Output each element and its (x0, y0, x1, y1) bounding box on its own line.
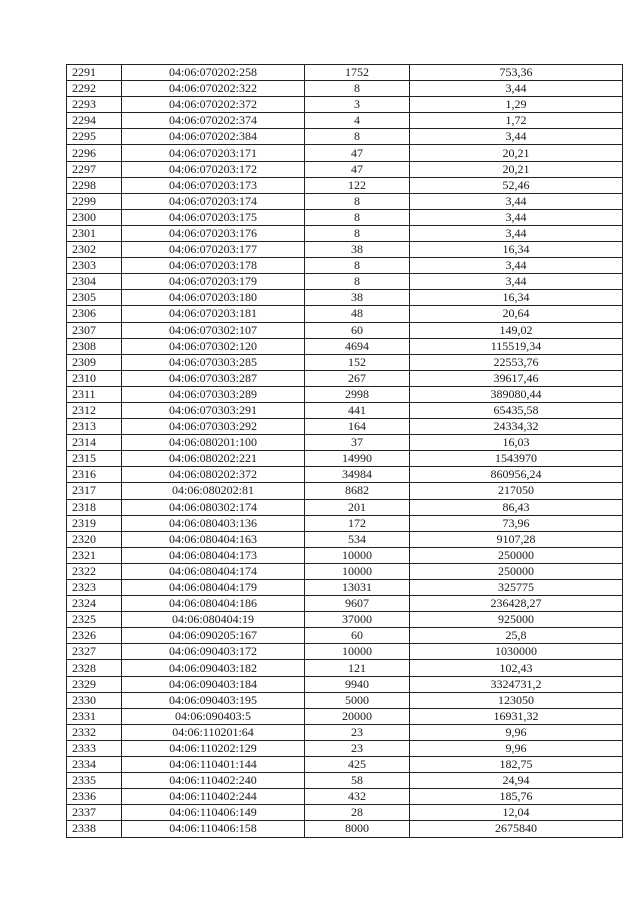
cadastral-number-cell: 04:06:110402:244 (122, 789, 305, 805)
table-body (67, 65, 623, 838)
value-cell: 16,03 (410, 435, 623, 451)
value-cell: 9107,28 (410, 531, 623, 547)
area-cell: 10000 (305, 563, 410, 579)
table-row (67, 161, 623, 177)
row-number-cell: 2338 (67, 821, 122, 837)
table-row (67, 322, 623, 338)
cadastral-number-cell: 04:06:090403:184 (122, 676, 305, 692)
row-number-cell: 2336 (67, 789, 122, 805)
cadastral-number-cell: 04:06:090403:5 (122, 708, 305, 724)
row-number-cell: 2337 (67, 805, 122, 821)
area-cell: 8 (305, 258, 410, 274)
row-number-cell: 2318 (67, 499, 122, 515)
cadastral-number-cell: 04:06:070202:372 (122, 97, 305, 113)
area-cell: 14990 (305, 451, 410, 467)
table-row (67, 225, 623, 241)
row-number-cell: 2314 (67, 435, 122, 451)
row-number-cell: 2329 (67, 676, 122, 692)
table-row (67, 724, 623, 740)
table-row (67, 467, 623, 483)
value-cell: 3,44 (410, 209, 623, 225)
area-cell: 122 (305, 177, 410, 193)
cadastral-number-cell: 04:06:110401:144 (122, 757, 305, 773)
area-cell: 164 (305, 419, 410, 435)
cadastral-number-cell: 04:06:110202:129 (122, 740, 305, 756)
table-row (67, 821, 623, 837)
row-number-cell: 2311 (67, 386, 122, 402)
value-cell: 1030000 (410, 644, 623, 660)
cadastral-number-cell: 04:06:080404:173 (122, 547, 305, 563)
area-cell: 3 (305, 97, 410, 113)
row-number-cell: 2324 (67, 596, 122, 612)
area-cell: 38 (305, 290, 410, 306)
area-cell: 121 (305, 660, 410, 676)
area-cell: 8 (305, 225, 410, 241)
table-row (67, 386, 623, 402)
cadastral-number-cell: 04:06:110201:64 (122, 724, 305, 740)
area-cell: 425 (305, 757, 410, 773)
table-row (67, 708, 623, 724)
value-cell: 20,64 (410, 306, 623, 322)
value-cell: 3,44 (410, 81, 623, 97)
table-row (67, 805, 623, 821)
area-cell: 48 (305, 306, 410, 322)
cadastral-number-cell: 04:06:080404:19 (122, 612, 305, 628)
row-number-cell: 2332 (67, 724, 122, 740)
value-cell: 3,44 (410, 258, 623, 274)
area-cell: 34984 (305, 467, 410, 483)
area-cell: 201 (305, 499, 410, 515)
table-row (67, 290, 623, 306)
row-number-cell: 2293 (67, 97, 122, 113)
table-row (67, 740, 623, 756)
table-row (67, 499, 623, 515)
row-number-cell: 2320 (67, 531, 122, 547)
cadastral-number-cell: 04:06:070302:107 (122, 322, 305, 338)
row-number-cell: 2322 (67, 563, 122, 579)
cadastral-number-cell: 04:06:070202:322 (122, 81, 305, 97)
row-number-cell: 2316 (67, 467, 122, 483)
row-number-cell: 2300 (67, 209, 122, 225)
value-cell: 325775 (410, 580, 623, 596)
row-number-cell: 2315 (67, 451, 122, 467)
value-cell: 2675840 (410, 821, 623, 837)
area-cell: 28 (305, 805, 410, 821)
row-number-cell: 2325 (67, 612, 122, 628)
cadastral-number-cell: 04:06:080201:100 (122, 435, 305, 451)
cadastral-data-table (66, 64, 623, 838)
row-number-cell: 2292 (67, 81, 122, 97)
value-cell: 3324731,2 (410, 676, 623, 692)
cadastral-number-cell: 04:06:070303:289 (122, 386, 305, 402)
value-cell: 185,76 (410, 789, 623, 805)
area-cell: 2998 (305, 386, 410, 402)
table-row (67, 531, 623, 547)
row-number-cell: 2310 (67, 370, 122, 386)
value-cell: 16,34 (410, 290, 623, 306)
table-row (67, 483, 623, 499)
table-row (67, 402, 623, 418)
cadastral-number-cell: 04:06:090403:182 (122, 660, 305, 676)
row-number-cell: 2326 (67, 628, 122, 644)
area-cell: 9607 (305, 596, 410, 612)
table-row (67, 789, 623, 805)
cadastral-number-cell: 04:06:070203:180 (122, 290, 305, 306)
area-cell: 172 (305, 515, 410, 531)
value-cell: 22553,76 (410, 354, 623, 370)
row-number-cell: 2299 (67, 193, 122, 209)
cadastral-number-cell: 04:06:080404:186 (122, 596, 305, 612)
value-cell: 86,43 (410, 499, 623, 515)
area-cell: 9940 (305, 676, 410, 692)
value-cell: 217050 (410, 483, 623, 499)
area-cell: 8000 (305, 821, 410, 837)
table-row (67, 97, 623, 113)
row-number-cell: 2319 (67, 515, 122, 531)
value-cell: 24,94 (410, 773, 623, 789)
value-cell: 753,36 (410, 65, 623, 81)
value-cell: 389080,44 (410, 386, 623, 402)
table-row (67, 81, 623, 97)
area-cell: 534 (305, 531, 410, 547)
area-cell: 5000 (305, 692, 410, 708)
area-cell: 13031 (305, 580, 410, 596)
row-number-cell: 2291 (67, 65, 122, 81)
table-row (67, 338, 623, 354)
row-number-cell: 2334 (67, 757, 122, 773)
area-cell: 58 (305, 773, 410, 789)
area-cell: 8 (305, 129, 410, 145)
row-number-cell: 2304 (67, 274, 122, 290)
table-row (67, 692, 623, 708)
table-row (67, 258, 623, 274)
table-row (67, 644, 623, 660)
cadastral-number-cell: 04:06:110406:158 (122, 821, 305, 837)
cadastral-number-cell: 04:06:070302:120 (122, 338, 305, 354)
table-row (67, 354, 623, 370)
row-number-cell: 2297 (67, 161, 122, 177)
cadastral-number-cell: 04:06:070303:285 (122, 354, 305, 370)
cadastral-number-cell: 04:06:070203:176 (122, 225, 305, 241)
table-row (67, 757, 623, 773)
cadastral-number-cell: 04:06:070203:177 (122, 242, 305, 258)
area-cell: 23 (305, 724, 410, 740)
table-row (67, 612, 623, 628)
value-cell: 3,44 (410, 129, 623, 145)
table-row (67, 209, 623, 225)
area-cell: 60 (305, 628, 410, 644)
table-row (67, 628, 623, 644)
value-cell: 9,96 (410, 740, 623, 756)
row-number-cell: 2303 (67, 258, 122, 274)
row-number-cell: 2301 (67, 225, 122, 241)
cadastral-number-cell: 04:06:090403:172 (122, 644, 305, 660)
value-cell: 236428,27 (410, 596, 623, 612)
row-number-cell: 2307 (67, 322, 122, 338)
area-cell: 38 (305, 242, 410, 258)
table-row (67, 177, 623, 193)
cadastral-number-cell: 04:06:080202:372 (122, 467, 305, 483)
cadastral-number-cell: 04:06:080403:136 (122, 515, 305, 531)
value-cell: 24334,32 (410, 419, 623, 435)
table-row (67, 563, 623, 579)
area-cell: 1752 (305, 65, 410, 81)
row-number-cell: 2331 (67, 708, 122, 724)
row-number-cell: 2306 (67, 306, 122, 322)
area-cell: 4 (305, 113, 410, 129)
cadastral-number-cell: 04:06:090205:167 (122, 628, 305, 644)
cadastral-number-cell: 04:06:080302:174 (122, 499, 305, 515)
table-row (67, 419, 623, 435)
area-cell: 8 (305, 209, 410, 225)
value-cell: 1,29 (410, 97, 623, 113)
cadastral-number-cell: 04:06:080404:163 (122, 531, 305, 547)
row-number-cell: 2302 (67, 242, 122, 258)
row-number-cell: 2327 (67, 644, 122, 660)
area-cell: 4694 (305, 338, 410, 354)
value-cell: 16,34 (410, 242, 623, 258)
cadastral-number-cell: 04:06:110402:240 (122, 773, 305, 789)
cadastral-number-cell: 04:06:070203:172 (122, 161, 305, 177)
area-cell: 8 (305, 193, 410, 209)
table-row (67, 113, 623, 129)
area-cell: 37000 (305, 612, 410, 628)
table-row (67, 129, 623, 145)
row-number-cell: 2312 (67, 402, 122, 418)
cadastral-number-cell: 04:06:070303:291 (122, 402, 305, 418)
value-cell: 20,21 (410, 161, 623, 177)
table-row (67, 580, 623, 596)
cadastral-number-cell: 04:06:090403:195 (122, 692, 305, 708)
row-number-cell: 2308 (67, 338, 122, 354)
cadastral-number-cell: 04:06:080202:81 (122, 483, 305, 499)
table-row (67, 660, 623, 676)
row-number-cell: 2333 (67, 740, 122, 756)
value-cell: 860956,24 (410, 467, 623, 483)
area-cell: 47 (305, 161, 410, 177)
area-cell: 8 (305, 274, 410, 290)
table-row (67, 65, 623, 81)
table-row (67, 145, 623, 161)
value-cell: 3,44 (410, 193, 623, 209)
row-number-cell: 2330 (67, 692, 122, 708)
value-cell: 1543970 (410, 451, 623, 467)
value-cell: 149,02 (410, 322, 623, 338)
row-number-cell: 2296 (67, 145, 122, 161)
row-number-cell: 2323 (67, 580, 122, 596)
table-row (67, 547, 623, 563)
value-cell: 20,21 (410, 145, 623, 161)
row-number-cell: 2309 (67, 354, 122, 370)
cadastral-number-cell: 04:06:070303:287 (122, 370, 305, 386)
cadastral-number-cell: 04:06:080404:179 (122, 580, 305, 596)
table-row (67, 515, 623, 531)
table-row (67, 242, 623, 258)
cadastral-number-cell: 04:06:070203:179 (122, 274, 305, 290)
row-number-cell: 2295 (67, 129, 122, 145)
table-row (67, 596, 623, 612)
area-cell: 47 (305, 145, 410, 161)
row-number-cell: 2298 (67, 177, 122, 193)
cadastral-number-cell: 04:06:070203:175 (122, 209, 305, 225)
area-cell: 267 (305, 370, 410, 386)
value-cell: 9,96 (410, 724, 623, 740)
value-cell: 52,46 (410, 177, 623, 193)
value-cell: 250000 (410, 547, 623, 563)
area-cell: 23 (305, 740, 410, 756)
area-cell: 37 (305, 435, 410, 451)
value-cell: 1,72 (410, 113, 623, 129)
row-number-cell: 2305 (67, 290, 122, 306)
value-cell: 39617,46 (410, 370, 623, 386)
cadastral-number-cell: 04:06:070202:258 (122, 65, 305, 81)
value-cell: 3,44 (410, 274, 623, 290)
cadastral-number-cell: 04:06:070203:174 (122, 193, 305, 209)
area-cell: 10000 (305, 644, 410, 660)
row-number-cell: 2317 (67, 483, 122, 499)
value-cell: 73,96 (410, 515, 623, 531)
cadastral-number-cell: 04:06:070303:292 (122, 419, 305, 435)
area-cell: 8 (305, 81, 410, 97)
row-number-cell: 2328 (67, 660, 122, 676)
value-cell: 12,04 (410, 805, 623, 821)
row-number-cell: 2313 (67, 419, 122, 435)
cadastral-number-cell: 04:06:080404:174 (122, 563, 305, 579)
area-cell: 441 (305, 402, 410, 418)
value-cell: 16931,32 (410, 708, 623, 724)
value-cell: 123050 (410, 692, 623, 708)
table-row (67, 274, 623, 290)
cadastral-number-cell: 04:06:070203:178 (122, 258, 305, 274)
table-row (67, 306, 623, 322)
table-row (67, 435, 623, 451)
cadastral-number-cell: 04:06:070203:171 (122, 145, 305, 161)
value-cell: 3,44 (410, 225, 623, 241)
table-row (67, 451, 623, 467)
table-row (67, 773, 623, 789)
cadastral-number-cell: 04:06:080202:221 (122, 451, 305, 467)
value-cell: 102,43 (410, 660, 623, 676)
row-number-cell: 2321 (67, 547, 122, 563)
cadastral-number-cell: 04:06:070203:181 (122, 306, 305, 322)
value-cell: 182,75 (410, 757, 623, 773)
cadastral-number-cell: 04:06:070202:374 (122, 113, 305, 129)
area-cell: 8682 (305, 483, 410, 499)
value-cell: 25,8 (410, 628, 623, 644)
cadastral-number-cell: 04:06:110406:149 (122, 805, 305, 821)
area-cell: 152 (305, 354, 410, 370)
row-number-cell: 2335 (67, 773, 122, 789)
area-cell: 432 (305, 789, 410, 805)
table-row (67, 676, 623, 692)
table-row (67, 370, 623, 386)
cadastral-number-cell: 04:06:070202:384 (122, 129, 305, 145)
cadastral-number-cell: 04:06:070203:173 (122, 177, 305, 193)
value-cell: 925000 (410, 612, 623, 628)
row-number-cell: 2294 (67, 113, 122, 129)
area-cell: 20000 (305, 708, 410, 724)
table-row (67, 193, 623, 209)
area-cell: 60 (305, 322, 410, 338)
area-cell: 10000 (305, 547, 410, 563)
value-cell: 115519,34 (410, 338, 623, 354)
value-cell: 250000 (410, 563, 623, 579)
value-cell: 65435,58 (410, 402, 623, 418)
